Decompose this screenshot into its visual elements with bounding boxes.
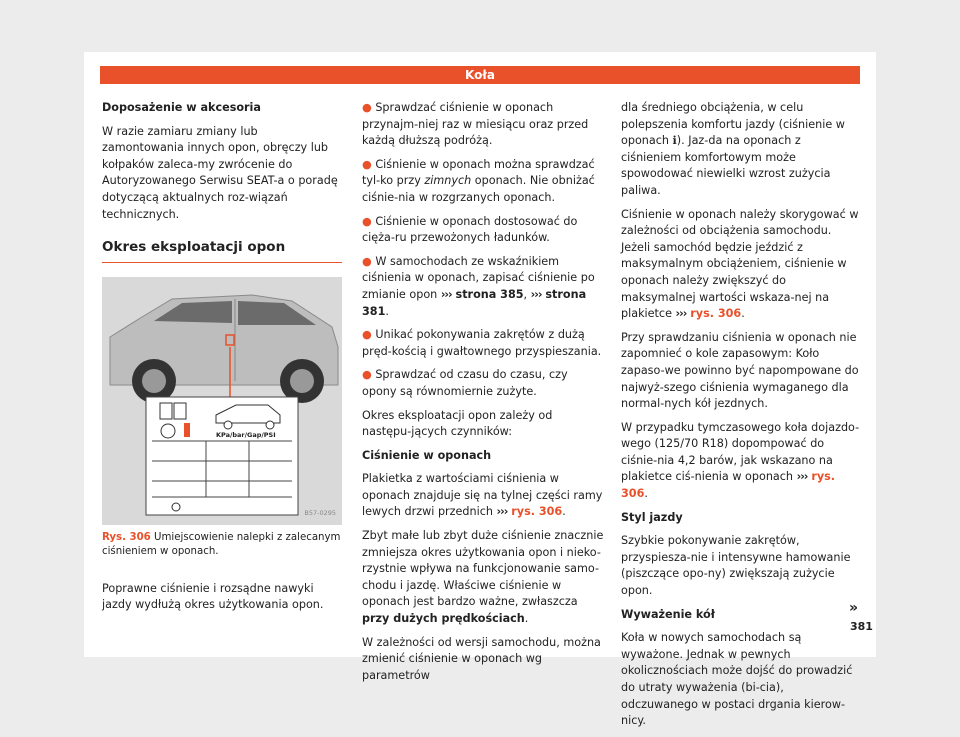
paragraph-accessories: W razie zamiaru zmiany lub zamontowania innych opon, obręczy lub kołpaków zaleca-my zwrócenie do Autoryzowanego Serwisu SEAT-a o poradę dotyczącą aktualnych roz-wiązań technicznych. bbox=[102, 124, 338, 221]
info-icon: ℹ bbox=[672, 134, 677, 148]
car-illustration bbox=[102, 277, 342, 525]
caption-label: Rys. 306 bbox=[102, 531, 151, 543]
heading-driving-style: Styl jazdy bbox=[621, 510, 683, 524]
column-1 bbox=[102, 100, 342, 621]
figure-caption bbox=[102, 531, 342, 559]
column-3 bbox=[621, 100, 861, 737]
page-number: 381 bbox=[850, 620, 873, 633]
link-rys-306[interactable]: rys. 306 bbox=[686, 307, 742, 321]
figure-code: B57-0295 bbox=[304, 509, 336, 518]
link-strona-385[interactable]: strona 385 bbox=[451, 287, 524, 301]
paragraph-balancing: Koła w nowych samochodach są wyważone. Jednak w pewnych okolicznościach może dojść do prowadzić do utraty wyważenia (bi-cia), odczuwanego w postaci drgania kierow-nicy. bbox=[621, 631, 853, 728]
caption-text: Umiejscowienie nalepki z zalecanym ciśnieniem w oponach. bbox=[102, 531, 341, 557]
bullet-item: ● Ciśnienie w oponach dostosować do cięża-ru przewożonych ładunków. bbox=[362, 214, 578, 245]
label-unit-text: KPa/bar/Gap/PSI bbox=[216, 430, 276, 439]
paragraph-spare: Przy sprawdzaniu ciśnienia w oponach nie zapomnieć o kole zapasowym: Koło zapaso-we powinno być napompowane do najwyż-szego ciśnienia wymaganego dla normal-nych kół jezdnych. bbox=[621, 330, 859, 411]
bullet-item: ● Unikać pokonywania zakrętów z dużą pręd-kością i gwałtownego przyspieszania. bbox=[362, 328, 602, 358]
paragraph-plate: Plakietka z wartościami ciśnienia w oponach znajduje się na tylnej części ramy lewych drzwi przednich ››› rys. 306. bbox=[362, 472, 603, 519]
chapter-header: Koła bbox=[100, 66, 860, 84]
figure-tire-label bbox=[102, 277, 342, 525]
bullet-item: ● W samochodach ze wskaźnikiem ciśnienia w oponach, zapisać ciśnienie po zmianie opon ››› strona 385, ››› strona 381. bbox=[362, 254, 595, 318]
next-page-icon: » bbox=[849, 600, 859, 616]
paragraph-habits: Poprawne ciśnienie i rozsądne nawyki jazdy wydłużą okres użytkowania opon. bbox=[102, 581, 324, 612]
link-rys-306[interactable]: rys. 306 bbox=[507, 505, 563, 519]
section-title: Okres eksploatacji opon bbox=[102, 239, 342, 263]
paragraph-factors: Okres eksploatacji opon zależy od następu-jących czynników: bbox=[362, 408, 553, 439]
paragraph-version: W zależności od wersji samochodu, można zmienić ciśnienie w oponach wg parametrów bbox=[362, 635, 601, 682]
heading-pressure: Ciśnienie w oponach bbox=[362, 448, 492, 462]
paragraph-load: Ciśnienie w oponach należy skorygować w zależności od obciążenia samochodu. Jeżeli samochód będzie jeździć z maksymalnym obciążeniem, ciśnienie w oponach należy zwiększyć do maksymalnej wartości wskaza-nej na plakietce ››› rys. 306. bbox=[621, 207, 859, 321]
bullet-item: ● Sprawdzać od czasu do czasu, czy opony są równomiernie zużyte. bbox=[362, 368, 568, 398]
paragraph-comfort: dla średniego obciążenia, w celu polepszenia komfortu jazdy (ciśnienie w oponach ℹ). Jaz-da na oponach z ciśnieniem komfortowym może spowodować niewielki wzrost zużycia paliwa. bbox=[621, 101, 845, 197]
heading-accessories: Doposażenie w akcesoria bbox=[102, 101, 261, 114]
bullet-item: ● Sprawdzać ciśnienie w oponach przynajm-niej raz w miesiącu oraz przed każdą dłuższą podróżą. bbox=[362, 101, 589, 148]
link-rys-306[interactable]: rys. 306 bbox=[621, 470, 836, 501]
heading-balancing: Wyważenie kół bbox=[621, 607, 715, 621]
bullet-item: ● Ciśnienie w oponach można sprawdzać tyl-ko przy zimnych oponach. Nie obniżać ciśnie-nia w rozgrzanych oponach. bbox=[362, 157, 595, 204]
column-2 bbox=[362, 100, 604, 691]
paragraph-pressure-effects: Zbyt małe lub zbyt duże ciśnienie znacznie zmniejsza okres użytkowania opon i nieko-rzystnie wpływa na funkcjonowanie samo-chodu i jazdę. Właściwe ciśnienie w oponach jest bardzo ważne, zwłaszcza przy dużych prędkościach. bbox=[362, 529, 604, 626]
paragraph-temp-wheel: W przypadku tymczasowego koła dojazdo-wego (125/70 R18) dopompować do ciśnie-nia 4,2 barów, jak wskazano na plakietce ciś-nienia w oponach ››› rys. 306. bbox=[621, 420, 860, 501]
paragraph-driving-style: Szybkie pokonywanie zakrętów, przyspiesza-nie i intensywne hamowanie (piszczące opo-ny) zwiększają zużycie opon. bbox=[621, 534, 851, 598]
link-strona-381[interactable]: strona 381 bbox=[362, 287, 587, 318]
